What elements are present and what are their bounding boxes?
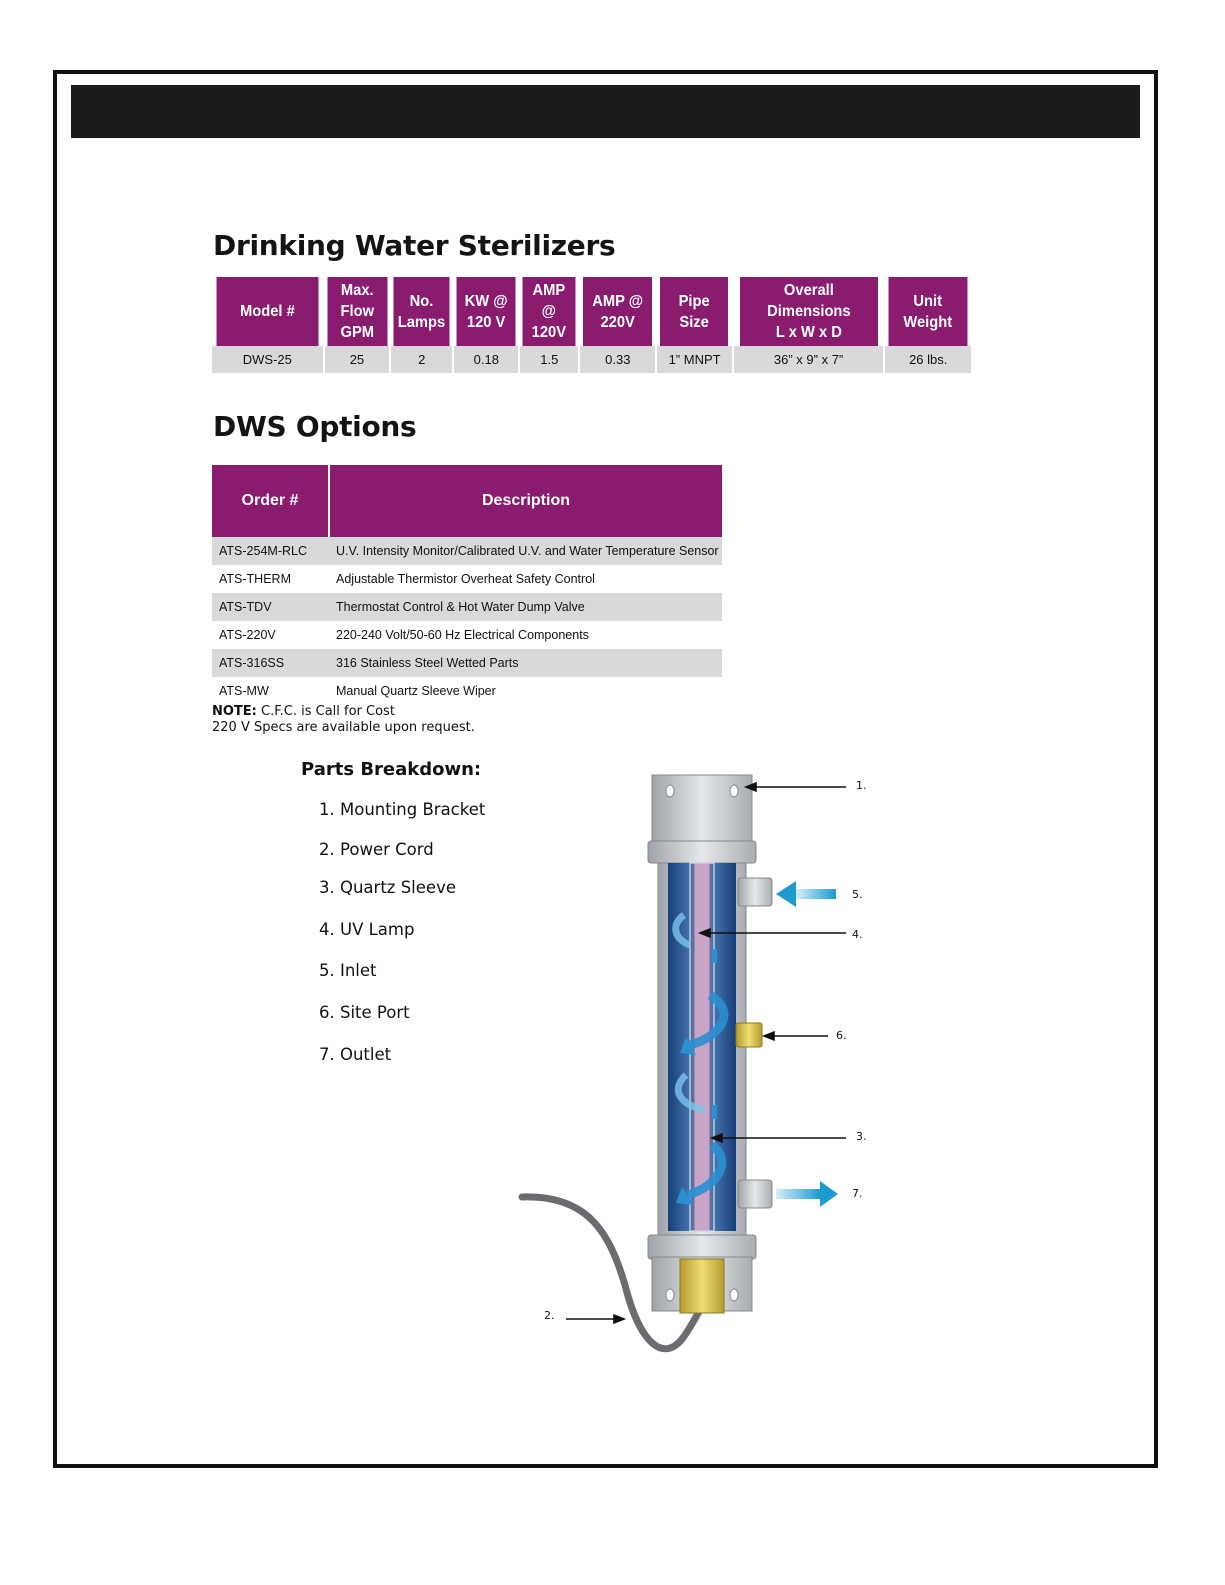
header-bar [71, 85, 1140, 138]
description-cell: Manual Quartz Sleeve Wiper [336, 684, 496, 698]
spec-header-cell: Pipe Size [660, 277, 730, 346]
spec-cell: 26 lbs. [884, 346, 971, 373]
diagram-label-2: 2. [544, 1309, 555, 1322]
spec-header-cell: No. Lamps [393, 277, 451, 346]
list-item: 6. Site Port [319, 1003, 410, 1022]
table-row [212, 677, 722, 705]
spec-header-row [212, 277, 971, 346]
diagram-label-1: 1. [856, 779, 867, 792]
inlet-arrow [776, 881, 796, 907]
spec-header-cell: Max. Flow GPM [326, 277, 387, 346]
spec-cell: 1.5 [519, 346, 579, 373]
table-row [212, 593, 722, 621]
order-cell: ATS-THERM [219, 572, 291, 586]
spec-header-cell: Overall Dimensions L x W x D [739, 277, 879, 346]
mounting-bracket-top [652, 775, 752, 843]
spec-header-cell: Unit Weight [888, 277, 968, 346]
note [212, 704, 475, 736]
diagram-label-4: 4. [852, 928, 863, 941]
diagram-label-3: 3. [856, 1130, 867, 1143]
description-cell: Thermostat Control & Hot Water Dump Valve [329, 593, 722, 621]
options-header-row [212, 465, 722, 537]
table-row [212, 649, 722, 677]
list-item: 3. Quartz Sleeve [319, 878, 456, 897]
top-collar [648, 841, 756, 863]
diagram-label-5: 5. [852, 888, 863, 901]
description-cell: 220-240 Volt/50-60 Hz Electrical Components [336, 628, 589, 642]
description-cell: Adjustable Thermistor Overheat Safety Control [336, 572, 595, 586]
options-header-description: Description [329, 465, 722, 537]
order-cell: ATS-254M-RLC [212, 537, 329, 565]
site-port [736, 1023, 762, 1047]
list-item: 7. Outlet [319, 1045, 392, 1064]
description-cell: 316 Stainless Steel Wetted Parts [329, 649, 722, 677]
spec-cell: 36” x 9” x 7” [733, 346, 885, 373]
cord-fitting [680, 1259, 724, 1313]
inlet-port [738, 878, 772, 906]
spec-data-row [212, 346, 971, 373]
spec-title: Drinking Water Sterilizers [213, 229, 616, 262]
spec-header-cell: KW @ 120 V [456, 277, 517, 346]
spec-header-cell: AMP @ 120V [522, 277, 577, 346]
order-cell: ATS-MW [219, 684, 269, 698]
note-line-2: 220 V Specs are available upon request. [212, 720, 475, 735]
spec-cell: 2 [390, 346, 453, 373]
spec-cell: 0.18 [453, 346, 519, 373]
outlet-port [738, 1180, 772, 1208]
sterilizer-diagram [500, 765, 900, 1375]
options-table [212, 465, 722, 705]
list-item: 2. Power Cord [319, 840, 434, 859]
order-cell: ATS-220V [219, 628, 276, 642]
table-row [212, 537, 722, 565]
diagram-label-7: 7. [852, 1187, 863, 1200]
bottom-collar [648, 1235, 756, 1259]
spec-cell: 0.33 [579, 346, 656, 373]
diagram-label-6: 6. [836, 1029, 847, 1042]
order-cell: ATS-TDV [212, 593, 329, 621]
list-item: 1. Mounting Bracket [319, 800, 486, 819]
description-cell: U.V. Intensity Monitor/Calibrated U.V. and Water Temperature Sensor [329, 537, 722, 565]
spec-header-cell: AMP @ 220V [582, 277, 653, 346]
table-row [212, 621, 722, 649]
parts-title: Parts Breakdown: [301, 759, 482, 780]
note-line-1: NOTE: C.F.C. is Call for Cost [212, 704, 395, 719]
table-row [212, 565, 722, 593]
order-cell: ATS-316SS [212, 649, 329, 677]
spec-cell: 1” MNPT [656, 346, 732, 373]
options-title: DWS Options [213, 410, 417, 443]
options-header-order: Order # [212, 465, 329, 537]
spec-table [212, 277, 971, 373]
outlet-arrow [820, 1181, 838, 1207]
spec-cell: DWS-25 [212, 346, 324, 373]
list-item: 5. Inlet [319, 961, 377, 980]
spec-header-cell: Model # [216, 277, 319, 346]
list-item: 4. UV Lamp [319, 920, 415, 939]
spec-cell: 25 [324, 346, 391, 373]
